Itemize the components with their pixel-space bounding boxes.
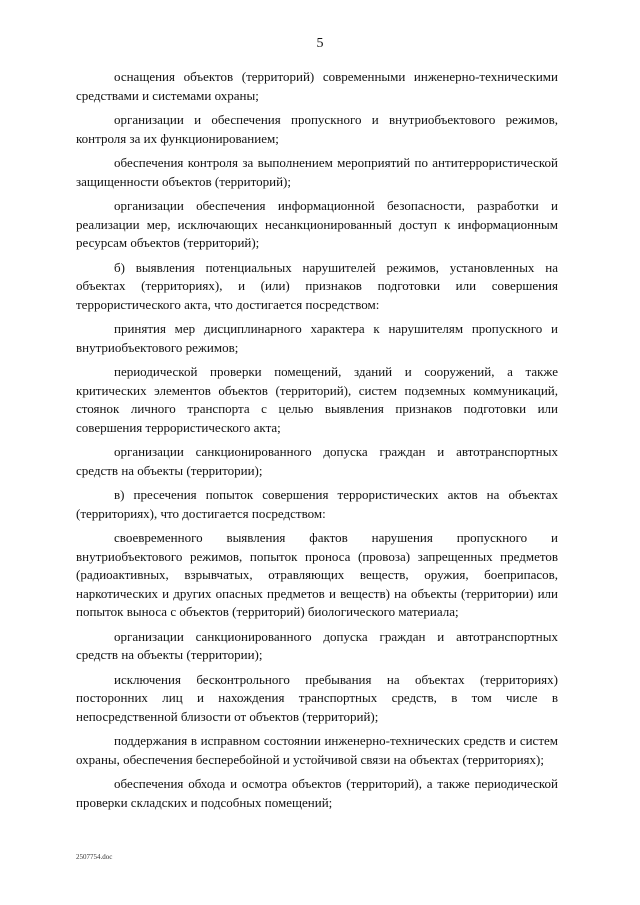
paragraph: организации санкционированного допуска граждан и автотранспортных средств на объекты (территории);	[76, 444, 558, 478]
paragraph: оснащения объектов (территорий) современными инженерно-техническими средствами и системами охраны;	[76, 69, 558, 103]
paragraph: периодической проверки помещений, зданий и сооружений, а также критических элементов объектов (территорий), систем подземных коммуникаций, стоянок личного транспорта с целью выявления признаков подготовки или совершения террористического акта;	[76, 364, 558, 435]
paragraph: организации санкционированного допуска граждан и автотранспортных средств на объекты (территории);	[76, 628, 558, 662]
paragraph: организации и обеспечения пропускного и внутриобъектового режимов, контроля за их функционированием;	[76, 112, 558, 146]
paragraph: в) пресечения попыток совершения террористических актов на объектах (территориях), что достигается посредством:	[76, 487, 558, 521]
page-number: 5	[316, 36, 324, 51]
paragraph: б) выявления потенциальных нарушителей режимов, установленных на объектах (территориях), и (или) признаков подготовки или совершения террористического акта, что достигается посредством:	[76, 259, 558, 312]
file-name-footer: 2507754.doc	[76, 853, 113, 861]
paragraph: принятия мер дисциплинарного характера к нарушителям пропускного и внутриобъектового режимов;	[76, 321, 558, 355]
paragraph: обеспечения контроля за выполнением мероприятий по антитеррористической защищенности объектов (территорий);	[76, 155, 558, 189]
paragraph: исключения бесконтрольного пребывания на объектах (территориях) посторонних лиц и нахождения транспортных средств, в том числе в непосредственной близости от объектов (территорий);	[76, 671, 558, 724]
document-body	[76, 68, 558, 818]
paragraph: организации обеспечения информационной безопасности, разработки и реализации мер, исключающих несанкционированный доступ к информационным ресурсам объектов (территорий);	[76, 198, 558, 250]
paragraph: обеспечения обхода и осмотра объектов (территорий), а также периодической проверки складских и подсобных помещений;	[76, 776, 558, 810]
paragraph: поддержания в исправном состоянии инженерно-технических средств и систем охраны, обеспечения бесперебойной и устойчивой связи на объектах (территориях);	[76, 733, 558, 767]
paragraph: своевременного выявления фактов нарушения пропускного и внутриобъектового режимов, попыток проноса (провоза) запрещенных предметов (радиоактивных, взрывчатых, отравляющих веществ, оружия, боеприпасов, наркотических и других опасных предметов и веществ) на объекты (территории) или попыток выноса с объектов (территорий) биологического материала;	[76, 530, 558, 619]
